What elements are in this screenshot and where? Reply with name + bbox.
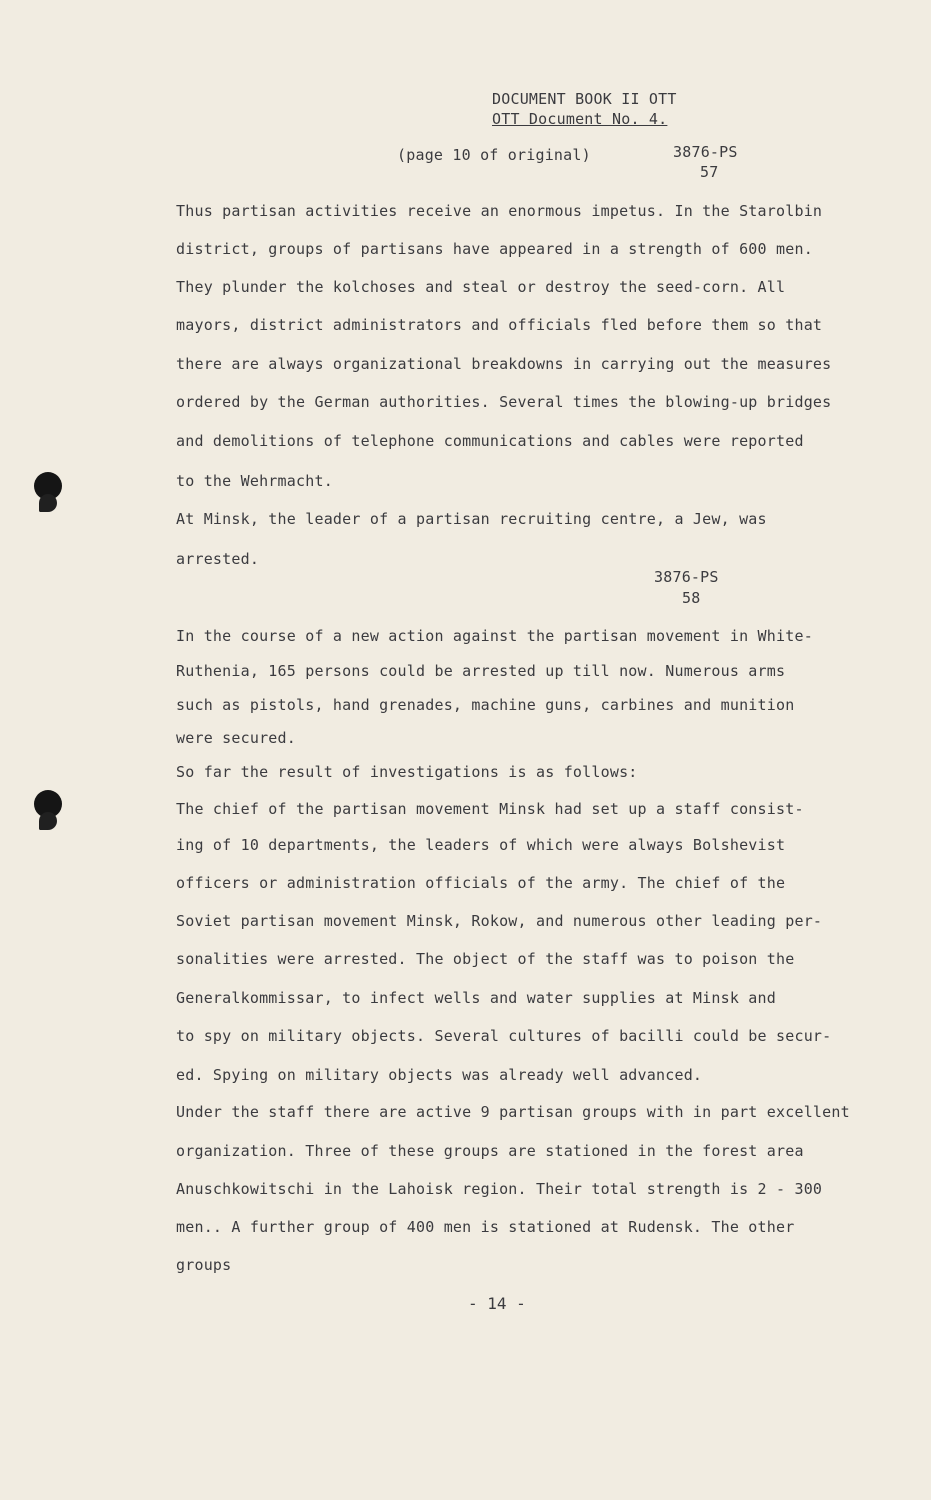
body-line: They plunder the kolchoses and steal or destroy the seed-corn. All: [176, 278, 786, 296]
body-line: there are always organizational breakdowns in carrying out the measures: [176, 355, 832, 373]
body-line: Ruthenia, 165 persons could be arrested up till now. Numerous arms: [176, 662, 786, 680]
body-line: such as pistols, hand grenades, machine guns, carbines and munition: [176, 696, 795, 714]
body-line: were secured.: [176, 729, 296, 747]
punch-hole-icon: [33, 790, 63, 834]
document-number: OTT Document No. 4.: [492, 110, 668, 128]
body-line: groups: [176, 1256, 232, 1274]
reference-code: 3876-PS: [673, 143, 738, 161]
body-line: In the course of a new action against the partisan movement in White-: [176, 627, 813, 645]
body-line: Anuschkowitschi in the Lahoisk region. Their total strength is 2 - 300: [176, 1180, 823, 1198]
body-line: At Minsk, the leader of a partisan recruiting centre, a Jew, was: [176, 510, 767, 528]
body-line: ed. Spying on military objects was already well advanced.: [176, 1066, 703, 1084]
body-line: So far the result of investigations is as follows:: [176, 763, 638, 781]
body-line: ing of 10 departments, the leaders of which were always Bolshevist: [176, 836, 786, 854]
document-book-title: DOCUMENT BOOK II OTT: [492, 90, 677, 108]
punch-hole-icon: [33, 472, 63, 516]
body-line: Thus partisan activities receive an enormous impetus. In the Starolbin: [176, 202, 823, 220]
body-line: Soviet partisan movement Minsk, Rokow, and numerous other leading per-: [176, 912, 823, 930]
page-of-original: (page 10 of original): [397, 146, 591, 164]
body-line: men.. A further group of 400 men is stationed at Rudensk. The other: [176, 1218, 795, 1236]
body-line: Under the staff there are active 9 partisan groups with in part excellent: [176, 1103, 850, 1121]
reference-number: 57: [700, 163, 719, 181]
body-line: ordered by the German authorities. Several times the blowing-up bridges: [176, 393, 832, 411]
body-line: organization. Three of these groups are stationed in the forest area: [176, 1142, 804, 1160]
body-line: sonalities were arrested. The object of the staff was to poison the: [176, 950, 795, 968]
body-line: to the Wehrmacht.: [176, 472, 333, 490]
body-line: and demolitions of telephone communications and cables were reported: [176, 432, 804, 450]
body-line: district, groups of partisans have appeared in a strength of 600 men.: [176, 240, 813, 258]
reference-number: 58: [682, 589, 701, 607]
page-number: - 14 -: [468, 1294, 526, 1313]
body-line: mayors, district administrators and officials fled before them so that: [176, 316, 823, 334]
body-line: Generalkommissar, to infect wells and water supplies at Minsk and: [176, 989, 776, 1007]
body-line: officers or administration officials of the army. The chief of the: [176, 874, 786, 892]
body-line: arrested.: [176, 550, 260, 568]
reference-code: 3876-PS: [654, 568, 719, 586]
body-line: to spy on military objects. Several cultures of bacilli could be secur-: [176, 1027, 832, 1045]
body-line: The chief of the partisan movement Minsk had set up a staff consist-: [176, 800, 804, 818]
